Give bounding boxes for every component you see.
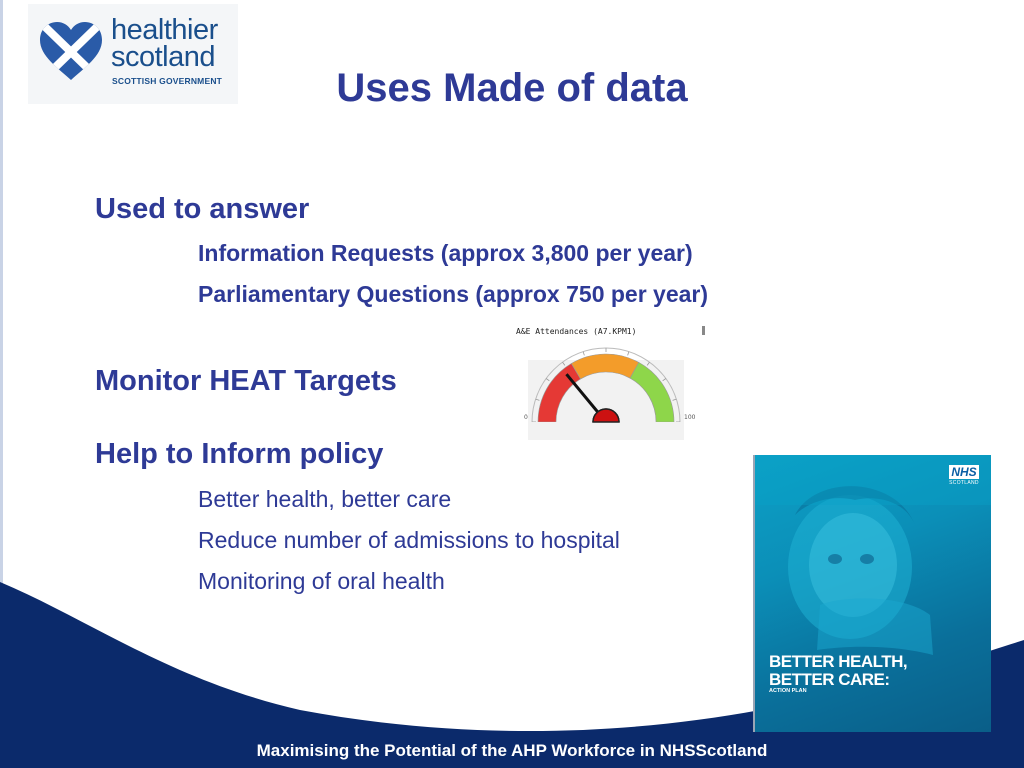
better-health-better-care-cover	[753, 455, 991, 732]
item-parliamentary-questions: Parliamentary Questions (approx 750 per year)	[198, 281, 709, 307]
item-better-health: Better health, better care	[198, 486, 452, 512]
nhs-scotland-badge	[949, 465, 979, 491]
gauge-tick	[628, 352, 629, 356]
item-oral-health: Monitoring of oral health	[198, 568, 445, 594]
heading-used-to-answer: Used to answer	[95, 193, 310, 225]
nhs-badge-subtext: SCOTLAND	[949, 480, 979, 486]
footer-text: Maximising the Potential of the AHP Workforce in NHSScotland	[256, 741, 768, 760]
slide-title: Uses Made of data	[336, 66, 688, 110]
logo-text-government: SCOTTISH GOVERNMENT	[112, 76, 223, 86]
gauge-title: A&E Attendances (A7.KPM1)	[516, 327, 637, 336]
gauge-marker	[702, 326, 705, 335]
gauge-max-label: 100	[684, 414, 696, 421]
heat-target-gauge	[514, 322, 714, 440]
logo-text-healthier: healthier	[111, 14, 218, 46]
cover-title-line1: BETTER HEALTH,	[769, 652, 908, 671]
nhs-badge-text: NHS	[949, 465, 979, 479]
gauge-min-label: 0	[524, 414, 528, 421]
cover-subtitle: ACTION PLAN	[769, 688, 807, 694]
gauge-tick	[583, 352, 584, 356]
heading-help-inform-policy: Help to Inform policy	[95, 438, 384, 470]
heading-monitor-heat-targets: Monitor HEAT Targets	[95, 365, 397, 397]
cover-title-line2: BETTER CARE:	[769, 670, 890, 689]
logo-text-scotland: scotland	[111, 41, 216, 73]
item-reduce-admissions: Reduce number of admissions to hospital	[198, 527, 620, 553]
gauge-base	[528, 422, 684, 440]
item-information-requests: Information Requests (approx 3,800 per year)	[198, 240, 693, 266]
